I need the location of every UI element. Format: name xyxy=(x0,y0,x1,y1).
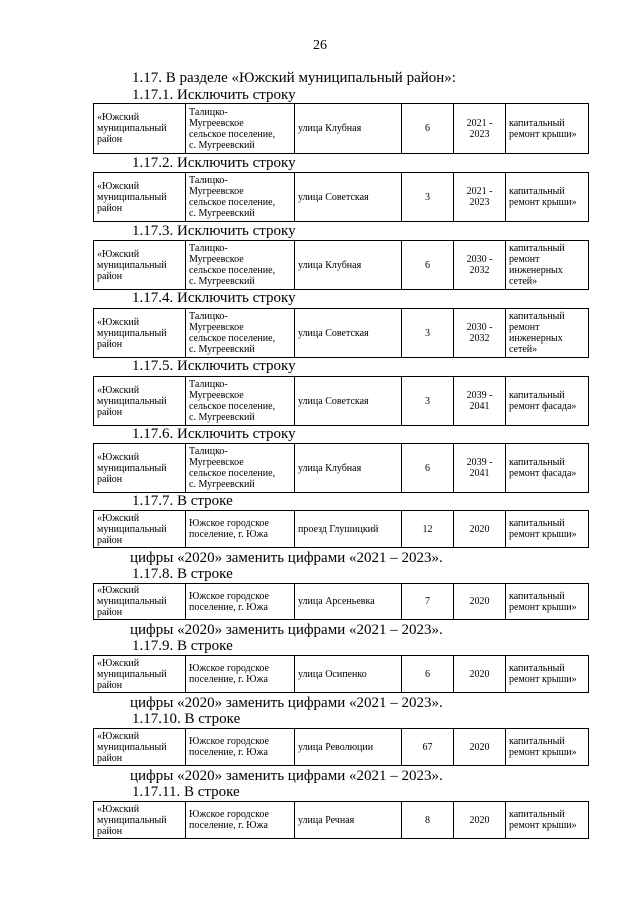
period-cell: 2039 - 2041 xyxy=(454,444,506,493)
period-cell: 2021 - 2023 xyxy=(454,104,506,154)
house-cell: 3 xyxy=(402,377,454,426)
item-label: 1.17.11. В строке xyxy=(132,784,240,800)
street-cell: улица Советская xyxy=(295,309,402,358)
item-label: 1.17.8. В строке xyxy=(132,566,233,582)
street-cell: улица Советская xyxy=(295,377,402,426)
district-cell: «Южский муниципальный район xyxy=(94,511,186,548)
address-table xyxy=(93,376,589,426)
district-cell: «Южский муниципальный район xyxy=(94,173,186,222)
settlement-cell: Южское городское поселение, г. Южа xyxy=(186,511,295,548)
item-label: 1.17.5. Исключить строку xyxy=(132,358,296,374)
table-row xyxy=(94,104,589,154)
item-label: 1.17.6. Исключить строку xyxy=(132,426,296,442)
table-row xyxy=(94,511,589,548)
settlement-cell: Южское городское поселение, г. Южа xyxy=(186,656,295,693)
period-cell: 2039 - 2041 xyxy=(454,377,506,426)
table-row xyxy=(94,656,589,693)
settlement-cell: Талицко- Мугреевское сельское поселение, с. Мугреевский xyxy=(186,104,295,154)
replace-note: цифры «2020» заменить цифрами «2021 – 2023». xyxy=(130,622,443,638)
period-cell: 2020 xyxy=(454,729,506,766)
district-cell: «Южский муниципальный район xyxy=(94,729,186,766)
settlement-cell: Южское городское поселение, г. Южа xyxy=(186,584,295,620)
table-row xyxy=(94,444,589,493)
district-cell: «Южский муниципальный район xyxy=(94,309,186,358)
item-label: 1.17.10. В строке xyxy=(132,711,241,727)
work-cell: капитальный ремонт крыши» xyxy=(506,511,589,548)
address-table xyxy=(93,655,589,693)
replace-note: цифры «2020» заменить цифрами «2021 – 2023». xyxy=(130,768,443,784)
work-cell: капитальный ремонт крыши» xyxy=(506,802,589,839)
house-cell: 8 xyxy=(402,802,454,839)
section-heading: 1.17. В разделе «Южский муниципальный район»: xyxy=(132,70,456,86)
item-label: 1.17.2. Исключить строку xyxy=(132,155,296,171)
work-cell: капитальный ремонт крыши» xyxy=(506,656,589,693)
item-label: 1.17.1. Исключить строку xyxy=(132,87,296,103)
period-cell: 2020 xyxy=(454,802,506,839)
work-cell: капитальный ремонт инженерных сетей» xyxy=(506,309,589,358)
address-table xyxy=(93,308,589,358)
house-cell: 3 xyxy=(402,309,454,358)
district-cell: «Южский муниципальный район xyxy=(94,104,186,154)
house-cell: 12 xyxy=(402,511,454,548)
street-cell: улица Речная xyxy=(295,802,402,839)
house-cell: 6 xyxy=(402,241,454,290)
address-table xyxy=(93,172,589,222)
work-cell: капитальный ремонт крыши» xyxy=(506,729,589,766)
table-row xyxy=(94,309,589,358)
district-cell: «Южский муниципальный район xyxy=(94,656,186,693)
table-row xyxy=(94,173,589,222)
item-label: 1.17.9. В строке xyxy=(132,638,233,654)
address-table xyxy=(93,443,589,493)
settlement-cell: Талицко- Мугреевское сельское поселение, с. Мугреевский xyxy=(186,241,295,290)
address-table xyxy=(93,801,589,839)
address-table xyxy=(93,240,589,290)
house-cell: 7 xyxy=(402,584,454,620)
period-cell: 2030 - 2032 xyxy=(454,241,506,290)
period-cell: 2030 - 2032 xyxy=(454,309,506,358)
house-cell: 6 xyxy=(402,444,454,493)
address-table xyxy=(93,583,589,620)
street-cell: улица Советская xyxy=(295,173,402,222)
district-cell: «Южский муниципальный район xyxy=(94,584,186,620)
street-cell: улица Осипенко xyxy=(295,656,402,693)
address-table xyxy=(93,728,589,766)
settlement-cell: Талицко- Мугреевское сельское поселение, с. Мугреевский xyxy=(186,444,295,493)
table-row xyxy=(94,377,589,426)
work-cell: капитальный ремонт фасада» xyxy=(506,377,589,426)
table-row xyxy=(94,802,589,839)
work-cell: капитальный ремонт крыши» xyxy=(506,173,589,222)
district-cell: «Южский муниципальный район xyxy=(94,241,186,290)
work-cell: капитальный ремонт фасада» xyxy=(506,444,589,493)
item-label: 1.17.4. Исключить строку xyxy=(132,290,296,306)
period-cell: 2020 xyxy=(454,656,506,693)
period-cell: 2020 xyxy=(454,584,506,620)
street-cell: улица Клубная xyxy=(295,444,402,493)
street-cell: проезд Глушицкий xyxy=(295,511,402,548)
replace-note: цифры «2020» заменить цифрами «2021 – 2023». xyxy=(130,695,443,711)
street-cell: улица Клубная xyxy=(295,104,402,154)
work-cell: капитальный ремонт инженерных сетей» xyxy=(506,241,589,290)
work-cell: капитальный ремонт крыши» xyxy=(506,584,589,620)
district-cell: «Южский муниципальный район xyxy=(94,802,186,839)
table-row xyxy=(94,729,589,766)
period-cell: 2020 xyxy=(454,511,506,548)
house-cell: 6 xyxy=(402,656,454,693)
page-number: 26 xyxy=(313,38,327,53)
district-cell: «Южский муниципальный район xyxy=(94,377,186,426)
work-cell: капитальный ремонт крыши» xyxy=(506,104,589,154)
period-cell: 2021 - 2023 xyxy=(454,173,506,222)
settlement-cell: Южское городское поселение, г. Южа xyxy=(186,729,295,766)
street-cell: улица Арсеньевка xyxy=(295,584,402,620)
street-cell: улица Революции xyxy=(295,729,402,766)
house-cell: 67 xyxy=(402,729,454,766)
table-row xyxy=(94,241,589,290)
settlement-cell: Талицко- Мугреевское сельское поселение, с. Мугреевский xyxy=(186,377,295,426)
settlement-cell: Южское городское поселение, г. Южа xyxy=(186,802,295,839)
house-cell: 6 xyxy=(402,104,454,154)
replace-note: цифры «2020» заменить цифрами «2021 – 2023». xyxy=(130,550,443,566)
house-cell: 3 xyxy=(402,173,454,222)
district-cell: «Южский муниципальный район xyxy=(94,444,186,493)
address-table xyxy=(93,103,589,154)
table-row xyxy=(94,584,589,620)
address-table xyxy=(93,510,589,548)
item-label: 1.17.7. В строке xyxy=(132,493,233,509)
settlement-cell: Талицко- Мугреевское сельское поселение, с. Мугреевский xyxy=(186,309,295,358)
settlement-cell: Талицко- Мугреевское сельское поселение, с. Мугреевский xyxy=(186,173,295,222)
street-cell: улица Клубная xyxy=(295,241,402,290)
item-label: 1.17.3. Исключить строку xyxy=(132,223,296,239)
